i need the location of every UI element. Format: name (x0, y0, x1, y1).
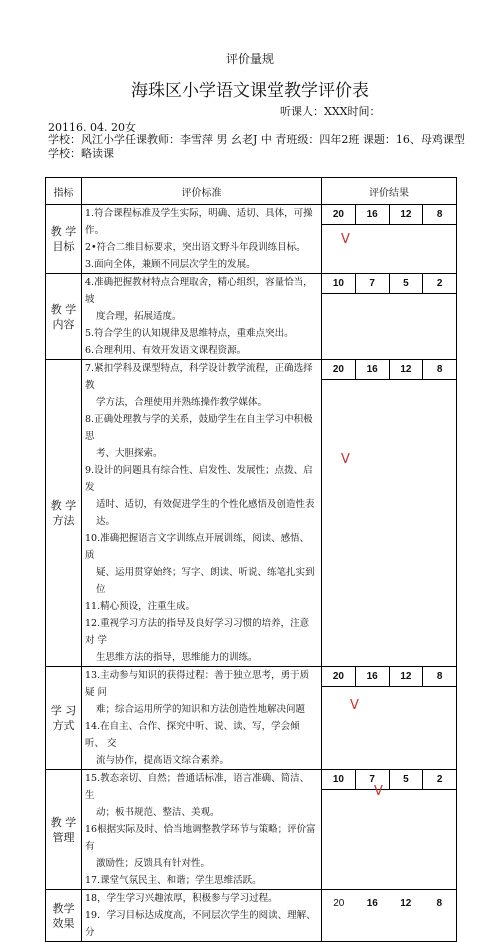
result-cell (322, 890, 457, 942)
criteria-cell (82, 890, 322, 942)
check-mark: V (350, 698, 359, 713)
score-option[interactable]: 8 (436, 671, 443, 682)
category-cell: 学 习 方式 (46, 667, 82, 770)
score-option[interactable]: 20 (322, 205, 356, 224)
listener-line: 听课人：XXX时间： (280, 105, 381, 118)
criterion-line: 5.符合学生的认知规律及思维特点，重难点突出。 (85, 328, 294, 339)
score-option[interactable]: 5 (390, 274, 424, 293)
score-option[interactable]: 12 (390, 205, 424, 224)
criterion-line: 学方法，合理使用并熟练操作教学媒体。 (96, 397, 268, 408)
score-option[interactable]: 16 (356, 205, 390, 224)
table-row (46, 274, 457, 360)
evaluation-table (45, 177, 457, 942)
score-option[interactable]: 16 (356, 360, 390, 379)
criterion-line: 达。 (96, 516, 116, 527)
criterion-line: 7.紧扣学科及课型特点，科学设计教学流程，正确选择教 (85, 363, 313, 391)
criterion-line: 14.在自主、合作、探究中听、说、读、写，学会倾听、 交 (85, 721, 300, 749)
score-option[interactable]: 20 (333, 897, 345, 909)
score-option[interactable]: 8 (436, 897, 443, 909)
header-criteria: 评价标准 (82, 178, 322, 205)
result-cell (322, 360, 457, 667)
criterion-line: 19．学习目标达成度高，不同层次学生的阅读、理解、分 (85, 910, 316, 938)
criterion-line: 11.精心预设，注重生成。 (85, 601, 196, 612)
criterion-line: 17.课堂气氛民主、和谐；学生思维活跃。 (85, 875, 262, 886)
criterion-line: 1.符合课程标准及学生实际，明确、适切、具体，可操作。 (85, 208, 313, 236)
criterion-line: 6.合理利用、有效开发语文课程资源。 (85, 345, 247, 356)
check-mark: V (341, 452, 350, 467)
criterion-line: 15.教态亲切、自然；普通话标准，语言准确、简洁、生 (85, 773, 310, 801)
criterion-line: 疑、运用贯穿始终；写字、朗读、听说、练笔扎实到位 (96, 567, 315, 595)
criterion-line: 2•符合二维目标要求，突出语文野斗年段训练目标。 (85, 242, 306, 253)
class-info-line-2: 学校：略读课 (48, 147, 114, 160)
criteria-cell (82, 205, 322, 274)
score-option[interactable]: 7 (356, 274, 390, 293)
check-mark: V (341, 232, 350, 247)
criterion-line: 12.重视学习方法的指导及良好学习习惯的培养，注意对 学 (85, 618, 310, 646)
score-options (322, 205, 456, 225)
score-options (322, 667, 456, 687)
score-option[interactable]: 16 (366, 897, 378, 909)
table-row (46, 205, 457, 274)
criterion-line: 流与协作，提高语文综合素养。 (96, 755, 230, 766)
criterion-line: 13.主动参与知识的获得过程：善于独立思考，勇于质疑 问 (85, 670, 310, 698)
score-option[interactable]: 5 (390, 770, 424, 789)
header-indicator: 指标 (46, 178, 82, 205)
category-cell: 教 学 管理 (46, 770, 82, 890)
page-title: 海珠区小学语文课堂教学评价表 (131, 81, 369, 101)
result-cell (322, 274, 457, 360)
criterion-line: 8.正确处理教与学的关系，鼓励学生在自主学习中积极思 (85, 414, 313, 442)
doc-label: 评价量规 (225, 52, 274, 66)
date-line: 20116. 04. 20女 (48, 121, 136, 134)
criterion-line: 激励性；反馈具有针对性。 (96, 858, 211, 869)
header-results: 评价结果 (322, 178, 457, 205)
criterion-line: 4.准确把握教材特点合理取舍，精心组织，容量恰当，坡 (85, 277, 313, 305)
table-row (46, 667, 457, 770)
criterion-line: 度合理，拓展适度。 (96, 311, 182, 322)
score-option[interactable]: 12 (390, 667, 424, 686)
criteria-cell (82, 770, 322, 890)
score-options (322, 274, 456, 294)
class-info-line-1: 学校：风江小学任课教师：李雪萍 男 幺老J 中 青班级：四年2班 课题：16、母鸡课型 (48, 133, 465, 146)
criterion-line: 10.准确把握语言文字训练点开展训练，阅读、感悟、质 (85, 533, 310, 561)
score-option[interactable]: 2 (436, 774, 443, 785)
criteria-cell (82, 360, 322, 667)
score-option[interactable]: 10 (322, 770, 356, 789)
score-options (322, 360, 456, 380)
score-option[interactable]: 12 (390, 360, 424, 379)
category-cell: 教 学 方法 (46, 360, 82, 667)
criterion-line: 9.设计的问题具有综合性、启发性、发展性；点拨、启发 (85, 465, 313, 493)
check-mark: V (374, 784, 383, 799)
score-option[interactable]: 20 (322, 667, 356, 686)
score-option[interactable]: 16 (356, 667, 390, 686)
score-option[interactable]: 2 (436, 278, 443, 289)
table-header-row (46, 178, 457, 205)
category-cell: 教 学 内容 (46, 274, 82, 360)
criterion-line: 18，学生学习兴趣浓厚，积极参与学习过程。 (85, 893, 278, 904)
score-option[interactable]: 8 (436, 209, 443, 220)
score-option[interactable]: 7 (356, 770, 390, 789)
criterion-line: 3.面向全体，兼顾不同层次学生的发展。 (85, 259, 256, 270)
class-info (48, 133, 468, 161)
result-cell (322, 770, 457, 890)
result-cell (322, 667, 457, 770)
table-row (46, 360, 457, 667)
result-cell (322, 205, 457, 274)
criteria-cell (82, 274, 322, 360)
score-options (322, 770, 456, 790)
score-option[interactable]: 10 (322, 274, 356, 293)
score-options (322, 890, 456, 916)
criteria-cell (82, 667, 322, 770)
category-cell: 教 学 目标 (46, 205, 82, 274)
score-option[interactable]: 12 (400, 897, 412, 909)
criterion-line: 适时、适切，有效促进学生的个性化感悟及创造性表 (96, 499, 315, 510)
criterion-line: 考、大胆探索。 (96, 448, 163, 459)
score-option[interactable]: 20 (322, 360, 356, 379)
criterion-line: 动；板书规范、整洁、美观。 (96, 807, 220, 818)
table-row (46, 890, 457, 942)
criterion-line: 难；综合运用所学的知识和方法创造性地解决问题 (96, 704, 306, 715)
table-row (46, 770, 457, 890)
score-option[interactable]: 8 (436, 364, 443, 375)
category-cell: 教学 效果 (46, 890, 82, 942)
criterion-line: 生思维方法的指导，思维能力的训练。 (96, 652, 258, 663)
criterion-line: 16根据实际及时、恰当地调整教学环节与策略；评价富有 (85, 824, 316, 852)
